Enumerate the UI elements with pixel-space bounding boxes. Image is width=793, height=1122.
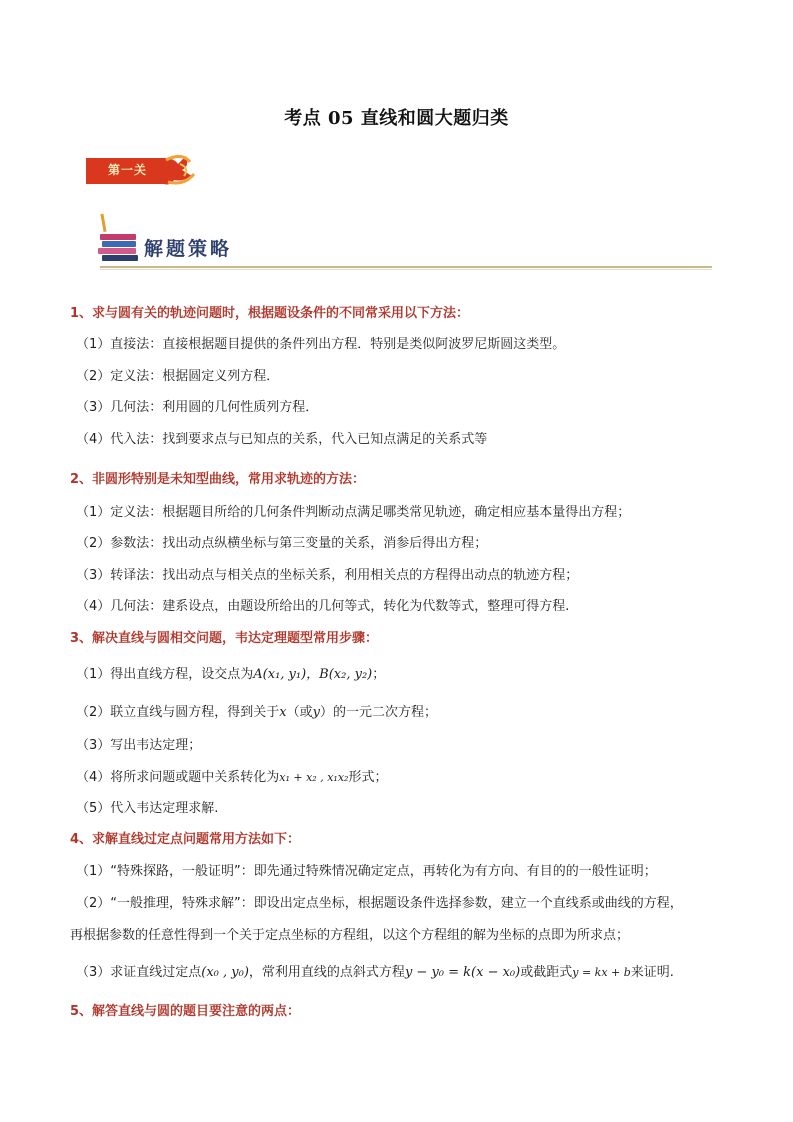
section-2-item: （3）转译法：找出动点与相关点的坐标关系，利用相关点的方程得出动点的轨迹方程； [76,568,579,583]
banner-divider [100,266,712,268]
section-2-heading: 2、非圆形特别是未知型曲线，常用求轨迹的方法： [70,472,366,487]
section-1-item: （4）代入法：找到要求点与已知点的关系，代入已知点满足的关系式等 [76,432,488,447]
section-1-item: （1）直接法：直接根据题目提供的条件列出方程．特别是类似阿波罗尼斯圆这类型。 [76,337,566,352]
slope-intercept-formula: y = kx + b [572,966,631,979]
section-3-item-text: （1）得出直线方程，设交点为 [76,667,254,682]
section-3-item: （3）写出韦达定理； [76,738,202,753]
fixed-point-formula: (x₀ , y₀) [201,965,249,980]
section-4-item: （1）“特殊探路，一般证明”：即先通过特殊情况确定定点，再转化为有方向、有目的的一般性证明； [76,864,657,879]
section-3-item-text: ； [372,667,386,682]
section-4-item-continuation: 再根据参数的任意性得到一个关于定点坐标的方程组，以这个方程组的解为坐标的点即为所求点； [70,928,630,943]
section-2-item: （1）定义法：根据题目所给的几何条件判断动点满足哪类常见轨迹，确定相应基本量得出方程； [76,505,631,520]
section-4-heading: 4、求解直线过定点问题常用方法如下： [70,832,301,847]
banner-divider-thin [100,269,712,270]
section-3-heading: 3、解决直线与圆相交问题，韦达定理题型常用步骤： [70,631,379,646]
section-1-item: （3）几何法：利用圆的几何性质列方程． [76,400,319,415]
point-slope-formula: y − y₀ = k(x − x₀) [404,965,521,980]
intersection-points-formula: A(x₁, y₁)，B(x₂, y₂) [253,667,373,682]
section-4-item-text: ，常利用直线的点斜式方程 [248,965,405,980]
section-3-item-text: 形式； [348,770,388,785]
page-title: 考点 05 直线和圆大题归类 [284,108,509,129]
section-4-item [76,961,674,980]
section-4-item-text: 或截距式 [520,965,573,980]
strategy-heading: 解题策略 [144,238,233,260]
section-2-item: （4）几何法：建系设点，由题设所给出的几何等式，转化为代数等式，整理可得方程. [76,599,570,614]
section-3-item-text: （4）将所求问题或题中关系转化为 [76,770,280,785]
section-3-item-text: （2）联立直线与圆方程，得到关于 [76,705,280,720]
section-3-item-text: ）的一元二次方程； [320,705,438,720]
section-3-item-text: （或 [286,705,313,720]
section-2-item: （2）参数法：找出动点纵横坐标与第三变量的关系，消参后得出方程； [76,536,488,551]
section-3-item [76,701,437,720]
variable-y: y [312,705,320,720]
section-3-item: （5）代入韦达定理求解. [76,801,219,816]
section-1-heading: 1、求与圆有关的轨迹问题时，根据题设条件的不同常采用以下方法： [70,306,470,321]
section-4-item: （2）“一般推理，特殊求解”：即设出定点坐标，根据题设条件选择参数，建立一个直线系或曲线的方程， [76,896,683,911]
variable-x: x [279,705,287,720]
section-1-item: （2）定义法：根据圆定义列方程． [76,369,280,384]
section-3-item [76,663,385,682]
section-4-item-text: （3）求证直线过定点 [76,965,202,980]
vieta-expression: x₁ + x₂ , x₁x₂ [279,771,349,784]
level-badge-label: 第一关 [108,163,148,177]
section-4-item-text: 来证明. [630,965,674,980]
section-5-heading: 5、解答直线与圆的题目要注意的两点： [70,1004,301,1019]
level-badge [86,152,196,188]
section-3-item [76,766,387,785]
strategy-banner [96,210,716,272]
